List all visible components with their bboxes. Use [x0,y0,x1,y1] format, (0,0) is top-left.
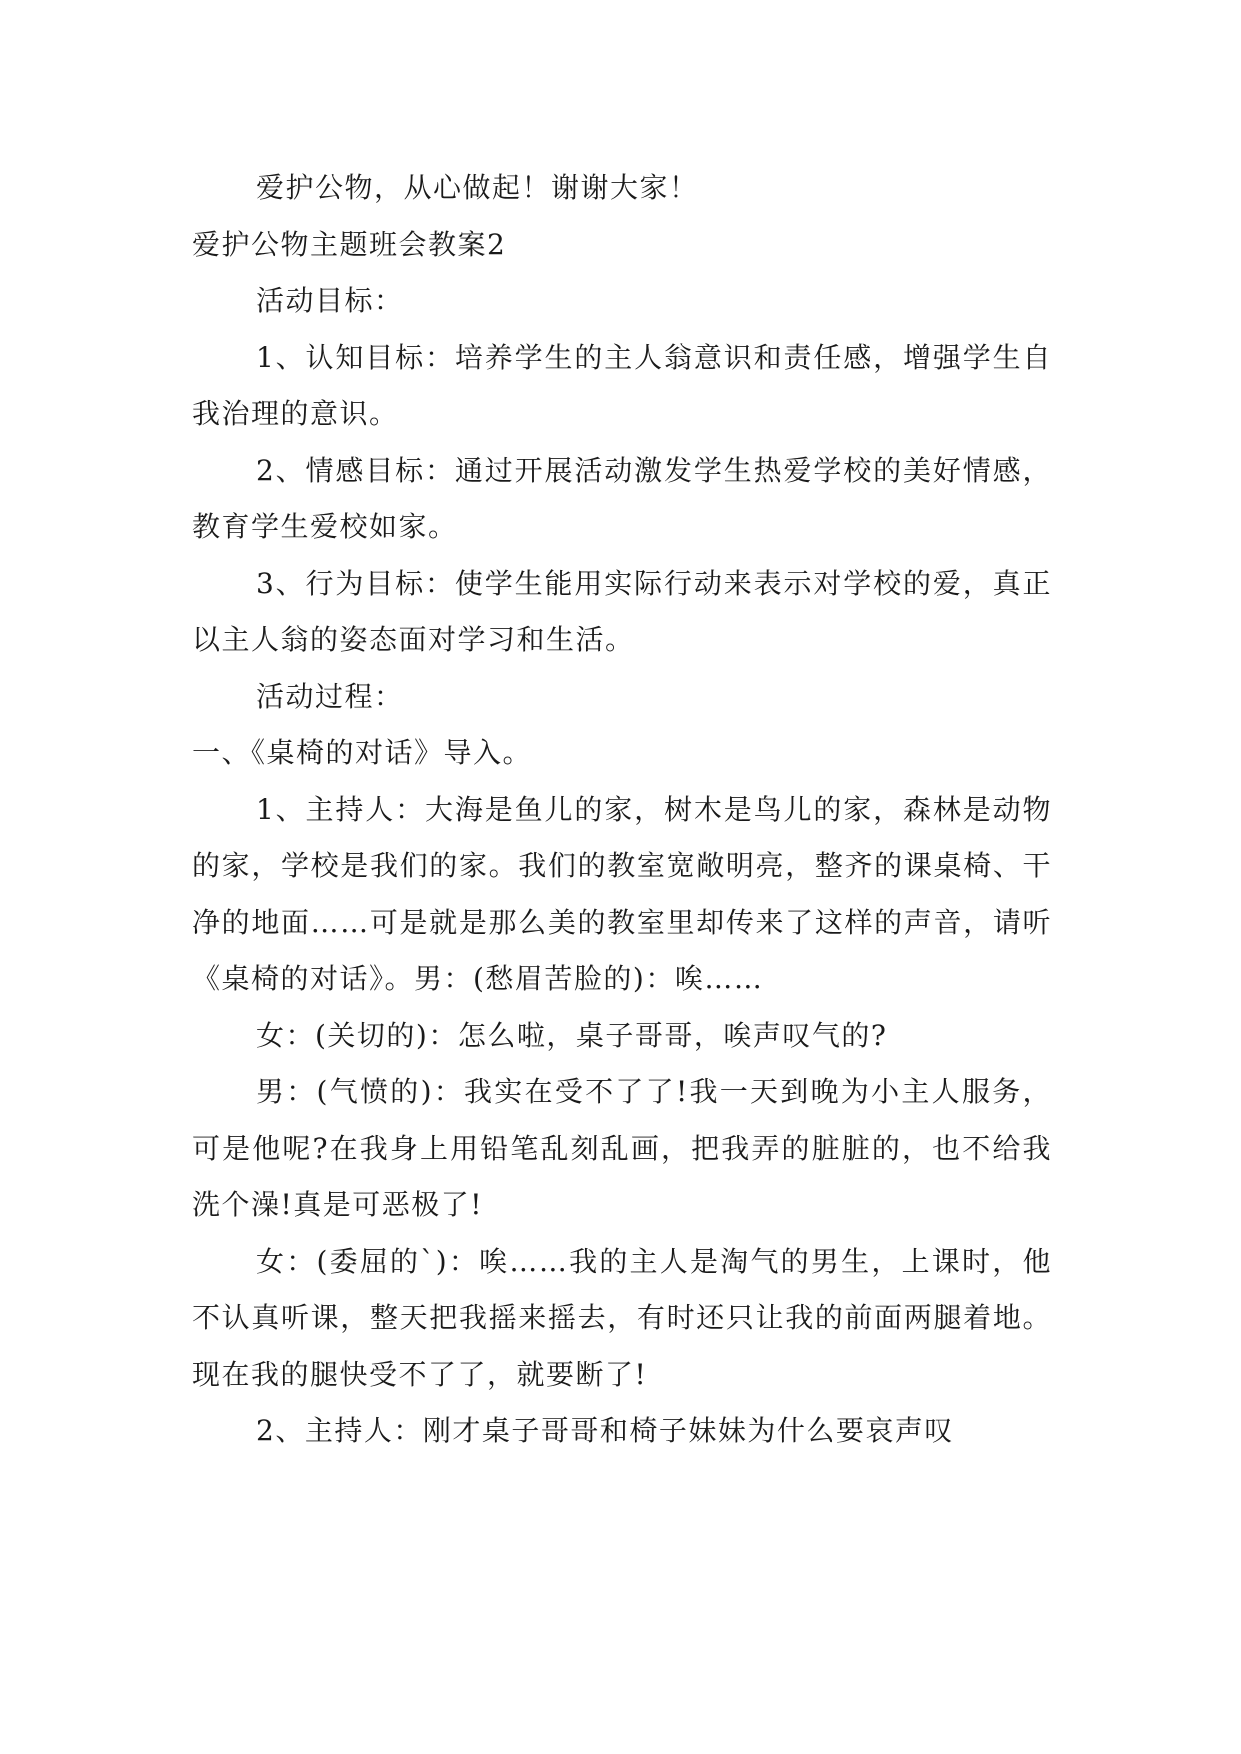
dialogue-female-2: 女：(委屈的`)：唉……我的主人是淘气的男生，上课时，他不认真听课，整天把我摇来摇去，有时还只让我的前面两腿着地。现在我的腿快受不了了，就要断了! [192,1244,1052,1391]
goal-cognitive: 1、认知目标：培养学生的主人翁意识和责任感，增强学生自我治理的意识。 [192,340,1052,430]
host-intro-paragraph: 1、主持人：大海是鱼儿的家，树木是鸟儿的家，森林是动物的家，学校是我们的家。我们的教室宽敞明亮，整齐的课桌椅、干净的地面……可是就是那么美的教室里却传来了这样的声音，请听《桌椅的对话》。男：(愁眉苦脸的)：唉…… [192,792,1052,995]
section-heading-process: 活动过程： [256,679,404,713]
goal-emotional: 2、情感目标：通过开展活动激发学生热爱学校的美好情感，教育学生爱校如家。 [192,453,1052,543]
dialogue-male-1: 男：(气愤的)：我实在受不了了!我一天到晚为小主人服务，可是他呢?在我身上用铅笔乱刻乱画，把我弄的脏脏的，也不给我洗个澡!真是可恶极了! [192,1075,1052,1221]
dialogue-female-1: 女：(关切的)：怎么啦，桌子哥哥，唉声叹气的? [256,1018,888,1052]
document-title: 爱护公物主题班会教案2 [192,227,507,261]
section-heading-goals: 活动目标： [256,284,404,317]
goal-behavioral: 3、行为目标：使学生能用实际行动来表示对学校的爱，真正以主人翁的姿态面对学习和生活。 [192,566,1052,656]
host-question-paragraph: 2、主持人：刚才桌子哥哥和椅子妹妹为什么要哀声叹 [256,1414,954,1447]
process-step-one-heading: 一、《桌椅的对话》导入。 [192,736,533,769]
document-body [192,160,1052,1460]
closing-line: 爱护公物，从心做起！谢谢大家！ [256,171,699,204]
